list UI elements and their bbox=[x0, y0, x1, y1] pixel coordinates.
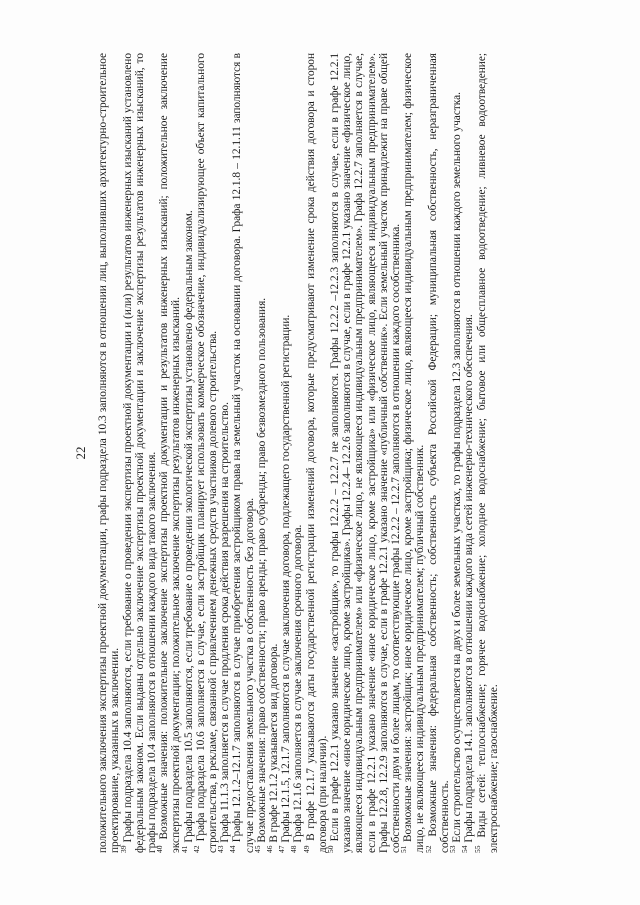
footnote-number: 52 bbox=[423, 845, 433, 853]
footnote-number: 40 bbox=[155, 845, 165, 853]
footnote-text: Если в графе 12.2.1 указано значение «застройщик», то графы 12.2.2 – 12.2.7 не заполняются. Графы 12.2.2 –12.2.3 заполняются в случае, если в графе 12.2.1 указано значение «иное юридическое лицо, кроме застройщика». Графы 12.2.4– 12.2.6 заполняются в случае, если в графе 12.2.1 указано значение «физическое лицо, являющееся индивидуальным предпринимателем» или «физическое лицо, не являющееся индивидуальным предпринимателем». Графа 12.2.7 заполняется в случае, если в графе 12.2.1 указано значение «иное юридическое лицо, кроме застройщика» или «физическое лицо, являющееся индивидуальным предпринимателем». Графы 12.2.8, 12.2.9 заполняются в случае, если в графе 12.2.1 указано значение «публичный собственник». Если земельный участок принадлежит на праве общей собственности двум и более лицам, то соответствующие графы 12.2.2 – 12.2.7 заполняются в отношении каждого сособственника. bbox=[329, 52, 403, 853]
footnotes bbox=[97, 53, 500, 853]
footnote-text: положительного заключения экспертизы проектной документации, графы подраздела 10.3 заполняются в отношении лиц, выполнивших архитектурно-строительное проектирование, указанных в заключении. bbox=[97, 53, 122, 853]
footnote bbox=[265, 53, 281, 853]
footnote bbox=[448, 53, 464, 853]
footnote bbox=[460, 53, 476, 853]
footnote-number: 41 bbox=[179, 845, 189, 853]
footnote-text: В графе 12.1.2 указывается вид договора. bbox=[268, 643, 281, 843]
footnote-number: 48 bbox=[289, 845, 299, 853]
footnote-text: Графы 12.1.5, 12.1.7 заполняются в случае заключения договора, подлежащего государственной регистрации. bbox=[280, 314, 293, 843]
footnote-number: 53 bbox=[448, 845, 458, 853]
footnote-number: 43 bbox=[216, 845, 226, 853]
footnote-text: Графа подраздела 10.6 заполняется в случае, если застройщик планирует использовать коммерческое обозначение, индивидуализирующее объект капитального строительства, в рекламе, связанной с привлечением денежных средств участников долевого строительства. bbox=[194, 53, 220, 853]
footnote-text: Возможные значения: право собственности; право аренды; право субаренды; право безвозмездного пользования. bbox=[255, 297, 268, 843]
footnote-text: Графа 12.1.6 заполняется в случае заключения срочного договора. bbox=[292, 524, 305, 843]
footnote bbox=[277, 53, 293, 853]
footnote bbox=[118, 53, 159, 853]
footnote-text: Графы 12.1.2–12.1.7 заполняются в случае приобретения застройщиком права на земельный участок на основании договора. Графа 12.1.8 – 12.1.11 заполняются в случае предоставления земельного участка в собственность без договора. bbox=[231, 53, 256, 853]
footnote bbox=[97, 53, 121, 853]
footnote-text: Виды сетей: теплоснабжение; горячее водоснабжение; холодное водоснабжение; бытовое или общесплавное водоотведение; ливневое водоотведение; электроснабжение; газоснабжение. bbox=[475, 53, 500, 853]
footnote bbox=[192, 53, 220, 853]
page-number: 22 bbox=[73, 446, 88, 460]
footnote-text: Графы подраздела 10.4 заполняются, если требование о проведении экспертизы проектной документации и (или) результатов инженерных изысканий установлено федеральным законом. Если выданы отдельно заключение экспертизы проектной документации и заключение экспертизы результатов инженерных изысканий, то графы подраздела 10.4 заполняются в отношении каждого вида такого заключения. bbox=[121, 53, 159, 853]
footnote bbox=[155, 53, 183, 853]
footnote bbox=[216, 53, 232, 853]
footnote-text: Графа 11.1.3 заполняется в случае продления срока действия разрешения на строительство. bbox=[219, 402, 232, 843]
footnote-number: 44 bbox=[228, 845, 238, 853]
footnote-text: В графе 12.1.7 указываются даты государственной регистрации изменений договора, которые предусматривают изменение срока действия договора и сторон договора (при наличии). bbox=[304, 52, 329, 853]
footnote bbox=[399, 53, 427, 853]
rotated-content bbox=[75, 53, 595, 853]
footnote-number: 47 bbox=[277, 845, 287, 853]
footnote-number: 46 bbox=[265, 845, 275, 853]
footnote-text: Графы подраздела 10.5 заполняются, если требование о проведении экологической экспертизы установлено федеральным законом. bbox=[182, 210, 195, 843]
footnote-number: 45 bbox=[253, 845, 263, 853]
footnote bbox=[326, 52, 403, 853]
footnote-number: 51 bbox=[399, 845, 409, 853]
footnote-text: Если строительство осуществляется на двух и более земельных участках, то графы подраздела 12.3 заполняются в отношении каждого земельного участка. bbox=[451, 92, 464, 843]
footnote-text: Возможные значения: застройщик; иное юридическое лицо, кроме застройщика; физическое лицо, являющееся индивидуальным предпринимателем; физическое лицо, не являющееся индивидуальным предпринимателем; публичный собственник. bbox=[402, 53, 427, 853]
footnote bbox=[289, 53, 305, 853]
footnote bbox=[301, 52, 329, 853]
footnote-number: 54 bbox=[460, 845, 470, 853]
footnote bbox=[179, 53, 195, 853]
footnote-text: Возможные значения: федеральная собственность; собственность субъекта Российской Федерации; муниципальная собственность, неразграниченная собственность. bbox=[426, 53, 451, 853]
footnote-number: 55 bbox=[472, 845, 482, 853]
footnote-number: 42 bbox=[192, 845, 202, 853]
footnote bbox=[253, 53, 268, 853]
footnote-text: Возможные значения: положительное заключение экспертизы проектной документации и результатов инженерных изысканий; положительное заключение экспертизы проектной документации; положительное заключение экспертизы результатов инженерных изысканий. bbox=[158, 53, 183, 853]
footnote bbox=[228, 53, 256, 853]
footnote-text: Графы подраздела 14.1. заполняются в отношении каждого вида сетей инженерно-технического обеспечения. bbox=[463, 314, 476, 843]
footnote bbox=[472, 53, 500, 853]
footnote-number: 50 bbox=[326, 845, 336, 853]
footnote-number: 49 bbox=[301, 845, 311, 853]
footnote-number: 39 bbox=[118, 845, 128, 853]
footnote bbox=[423, 53, 451, 853]
